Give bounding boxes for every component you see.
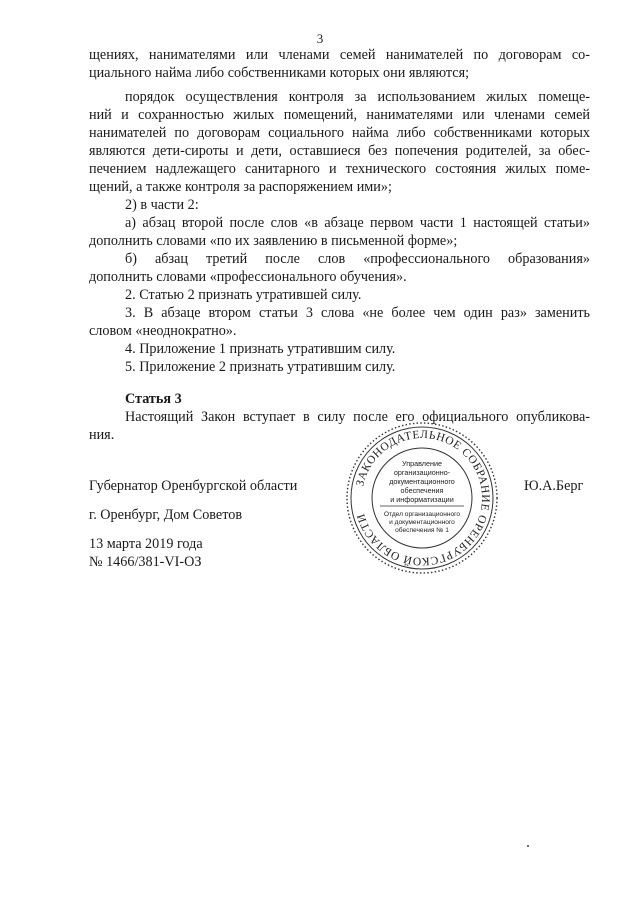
- body-line: дополнить словами «профессионального обучения».: [89, 269, 407, 285]
- body-line: являются дети-сироты и дети, оставшиеся без попечения родителей, за обес-: [89, 143, 590, 159]
- body-line: нанимателей по договорам социального найма либо собственниками которых: [89, 125, 590, 141]
- body-line: 5. Приложение 2 признать утратившим силу.: [125, 359, 396, 375]
- date: 13 марта 2019 года: [89, 536, 203, 552]
- body-line: ний и сохранностью жилых помещений, нанимателями или членами семей: [89, 107, 590, 123]
- stamp-inner-line: организационно-: [393, 468, 451, 477]
- body-line: щениях, нанимателями или членами семей нанимателей по договорам со-: [89, 47, 590, 63]
- body-line: дополнить словами «по их заявлению в письменной форме»;: [89, 233, 458, 249]
- signatory-name: Ю.А.Берг: [524, 478, 584, 494]
- stamp-dept-line: Отдел организационного: [383, 511, 461, 518]
- body-line: циального найма либо собственниками которых они являются;: [89, 65, 470, 81]
- body-line: 2) в части 2:: [125, 197, 199, 213]
- body-line: щений, а также контроля за распоряжением ими»;: [89, 179, 392, 195]
- stamp-outer-text: ЗАКОНОДАТЕЛЬНОЕ СОБРАНИЕ ОРЕНБУРГСКОЙ ОБЛАСТИ: [354, 428, 492, 568]
- stamp-inner-line: обеспечения: [400, 486, 444, 495]
- document-number: № 1466/381-VI-ОЗ: [89, 554, 202, 570]
- stamp-dept-line: и документационного: [389, 519, 455, 526]
- body-line: 4. Приложение 1 признать утратившим силу.: [125, 341, 396, 357]
- signatory-title: Губернатор Оренбургской области: [89, 478, 298, 494]
- body-line: б) абзац третий после слов «профессионального образования»: [125, 251, 590, 267]
- stamp-inner-line: и информатизации: [390, 495, 454, 504]
- article-text: Настоящий Закон вступает в силу после его официального опубликова-: [125, 409, 590, 425]
- stamp-dept-line: обеспечения № 1: [395, 527, 449, 534]
- stamp-inner-line: Управление: [402, 459, 442, 468]
- body-line: печением надлежащего санитарного и технического состояния жилых поме-: [89, 161, 590, 177]
- scan-speck: [527, 845, 529, 847]
- body-line: 3. В абзаце втором статьи 3 слова «не более чем один раз» заменить: [125, 305, 590, 321]
- article-heading: Статья 3: [125, 391, 182, 407]
- article-text: ния.: [89, 427, 115, 443]
- body-line: порядок осуществления контроля за использованием жилых помеще-: [125, 89, 590, 105]
- stamp-inner-line: документационного: [389, 477, 455, 486]
- place: г. Оренбург, Дом Советов: [89, 507, 243, 523]
- official-stamp: [344, 420, 500, 576]
- page-number: 3: [316, 31, 324, 46]
- body-line: а) абзац второй после слов «в абзаце первом части 1 настоящей статьи»: [125, 215, 590, 231]
- body-line: словом «неоднократно».: [89, 323, 237, 339]
- body-line: 2. Статью 2 признать утратившей силу.: [125, 287, 362, 303]
